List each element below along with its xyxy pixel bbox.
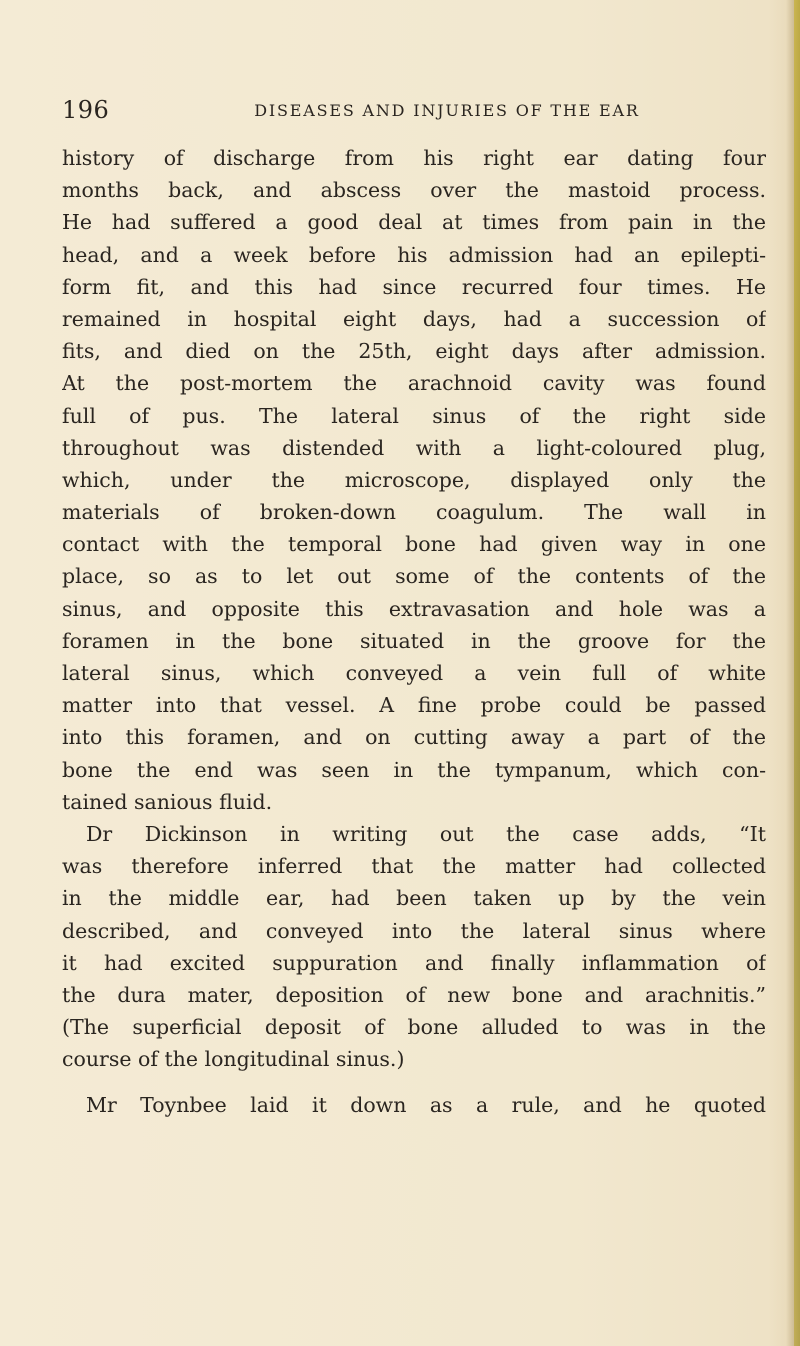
text-line: was therefore inferred that the matter had collected bbox=[62, 854, 766, 879]
text-line: in the middle ear, had been taken up by the vein bbox=[62, 886, 766, 911]
text-line: contact with the temporal bone had given way in one bbox=[62, 532, 766, 557]
text-line: head, and a week before his admission had an epilepti- bbox=[62, 242, 766, 267]
paragraph-dickinson-quote bbox=[62, 818, 766, 1076]
text-line: (The superficial deposit of bone alluded to was in the bbox=[62, 1015, 766, 1040]
page-header bbox=[62, 96, 762, 128]
text-line: throughout was distended with a light-coloured plug, bbox=[62, 435, 766, 460]
text-line: sinus, and opposite this extravasation and hole was a bbox=[62, 596, 766, 621]
text-line: matter into that vessel. A fine probe could be passed bbox=[62, 693, 766, 718]
page-edge-tint bbox=[794, 0, 800, 1346]
text-line: described, and conveyed into the lateral sinus where bbox=[62, 918, 766, 943]
text-line: Dr Dickinson in writing out the case adds, “It bbox=[86, 821, 766, 846]
text-line: which, under the microscope, displayed only the bbox=[62, 467, 766, 492]
running-head: DISEASES AND INJURIES OF THE EAR bbox=[254, 101, 640, 120]
text-line: place, so as to let out some of the contents of the bbox=[62, 564, 766, 589]
body-text bbox=[62, 142, 766, 1122]
text-line: months back, and abscess over the mastoid process. bbox=[62, 178, 766, 203]
text-line: foramen in the bone situated in the groove for the bbox=[62, 628, 766, 653]
text-line: lateral sinus, which conveyed a vein full of white bbox=[62, 661, 766, 685]
page-number: 196 bbox=[62, 96, 110, 124]
text-line: fits, and died on the 25th, eight days after admission. bbox=[62, 339, 766, 364]
paragraph-toynbee bbox=[62, 1089, 766, 1121]
text-line: history of discharge from his right ear dating four bbox=[62, 146, 766, 170]
text-line: Mr Toynbee laid it down as a rule, and he quoted bbox=[86, 1093, 766, 1118]
text-line: materials of broken-down coagulum. The wall in bbox=[62, 500, 766, 525]
text-line: tained sanious fluid. bbox=[62, 789, 273, 814]
text-line: At the post-mortem the arachnoid cavity was found bbox=[62, 371, 766, 396]
paragraph-case-history bbox=[62, 142, 766, 818]
text-line: full of pus. The lateral sinus of the right side bbox=[62, 403, 766, 428]
text-line: form fit, and this had since recurred four times. He bbox=[62, 274, 766, 299]
text-line: it had excited suppuration and finally inflammation of bbox=[62, 950, 766, 975]
text-line: He had suffered a good deal at times from pain in the bbox=[62, 210, 766, 235]
text-line: into this foramen, and on cutting away a part of the bbox=[62, 725, 766, 750]
text-line: bone the end was seen in the tympanum, which con- bbox=[62, 757, 766, 782]
text-line: course of the longitudinal sinus.) bbox=[62, 1047, 405, 1072]
paragraph-gap bbox=[62, 1075, 766, 1089]
text-line: the dura mater, deposition of new bone and arachnitis.” bbox=[62, 982, 766, 1007]
text-line: remained in hospital eight days, had a succession of bbox=[62, 306, 766, 331]
